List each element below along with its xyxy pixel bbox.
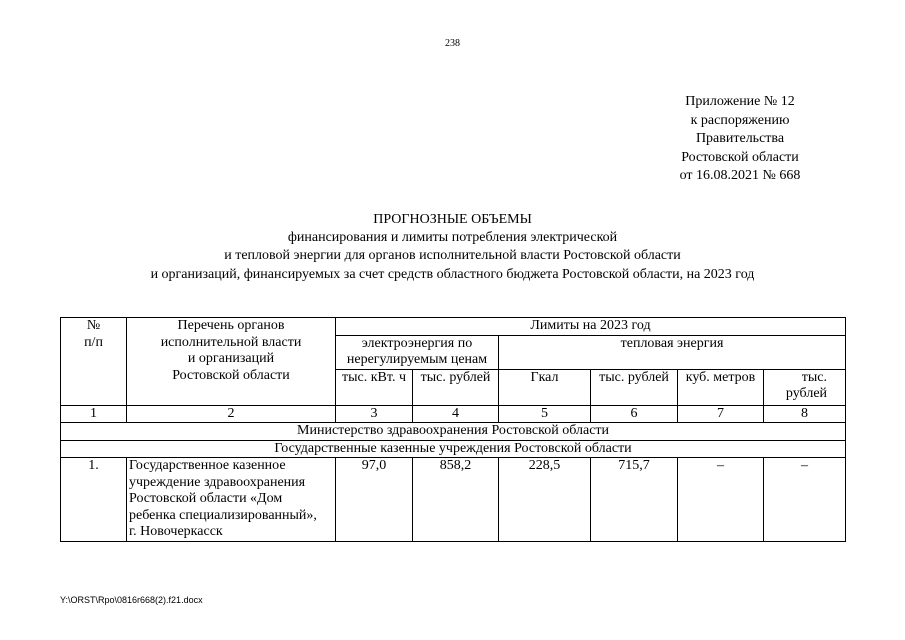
title-line: и тепловой энергии для органов исполнительной власти Ростовской области bbox=[224, 248, 681, 264]
row-number: 1. bbox=[61, 458, 127, 542]
header-list-line: и организаций bbox=[187, 351, 275, 366]
file-path-footer: Y:\ORST\Rpo\0816r668(2).f21.docx bbox=[60, 595, 203, 605]
header-num-line: № bbox=[86, 318, 101, 333]
header-num-line: п/п bbox=[84, 334, 103, 350]
page-number: 238 bbox=[445, 38, 460, 49]
value-electric-rub: 858,2 bbox=[413, 458, 499, 542]
unit-thousand-rub: тыс. рублей bbox=[764, 369, 846, 405]
header-org-list bbox=[127, 318, 336, 406]
limits-table bbox=[60, 317, 846, 542]
title-heading: ПРОГНОЗНЫЕ ОБЪЕМЫ bbox=[373, 212, 532, 227]
title-line: финансирования и лимиты потребления электрической bbox=[287, 230, 618, 246]
header-list-line: Ростовской области bbox=[172, 367, 290, 383]
title-line: и организаций, финансируемых за счет средств областного бюджета Ростовской области, на 2023 год bbox=[150, 266, 755, 282]
header-electric-line: электроэнергия по bbox=[361, 335, 473, 351]
unit-thousand-rub: тыс. рублей bbox=[591, 369, 678, 405]
institution-group-name: Государственные казенные учреждения Ростовской области bbox=[61, 440, 846, 458]
value-heat-gcal: 228,5 bbox=[499, 458, 591, 542]
organization-name-line: ребенка специализированный», bbox=[129, 507, 317, 523]
column-number: 6 bbox=[591, 405, 678, 423]
institution-group-row bbox=[61, 440, 846, 458]
column-number: 4 bbox=[413, 405, 499, 423]
ministry-name: Министерство здравоохранения Ростовской области bbox=[61, 423, 846, 441]
unit-thousand-rub: тыс. рублей bbox=[413, 369, 499, 405]
header-heat: тепловая энергия bbox=[499, 335, 846, 369]
unit-kwh: тыс. кВт. ч bbox=[336, 369, 413, 405]
appendix-line: Правительства bbox=[695, 131, 785, 146]
column-number: 3 bbox=[336, 405, 413, 423]
value-electric-kwh: 97,0 bbox=[336, 458, 413, 542]
column-numbers-row bbox=[61, 405, 846, 423]
unit-gcal: Гкал bbox=[499, 369, 591, 405]
column-number: 8 bbox=[764, 405, 846, 423]
ministry-row bbox=[61, 423, 846, 441]
unit-cubic-meters: куб. метров bbox=[678, 369, 764, 405]
organization-name-line: учреждение здравоохранения bbox=[129, 474, 306, 490]
column-number: 5 bbox=[499, 405, 591, 423]
header-row bbox=[61, 318, 846, 336]
value-water-m3: – bbox=[678, 458, 764, 542]
organization-name-line: Государственное казенное bbox=[129, 458, 286, 473]
header-electric-line: нерегулируемым ценам bbox=[346, 352, 488, 367]
value-heat-rub: 715,7 bbox=[591, 458, 678, 542]
organization-name bbox=[127, 458, 336, 542]
organization-name-line: Ростовской области «Дом bbox=[129, 491, 283, 506]
header-limits: Лимиты на 2023 год bbox=[336, 318, 846, 336]
column-number: 2 bbox=[127, 405, 336, 423]
appendix-line: Ростовской области bbox=[681, 149, 799, 165]
table-row bbox=[61, 458, 846, 542]
column-number: 7 bbox=[678, 405, 764, 423]
column-number: 1 bbox=[61, 405, 127, 423]
header-list-line: исполнительной власти bbox=[160, 334, 302, 350]
header-electric bbox=[336, 335, 499, 369]
appendix-line: к распоряжению bbox=[690, 112, 790, 128]
value-water-rub: – bbox=[764, 458, 846, 542]
header-num bbox=[61, 318, 127, 406]
organization-name-line: г. Новочеркасск bbox=[129, 524, 223, 539]
appendix-line: от 16.08.2021 № 668 bbox=[679, 168, 801, 183]
header-list-line: Перечень органов bbox=[177, 318, 285, 333]
appendix-line: Приложение № 12 bbox=[685, 94, 795, 109]
document-title bbox=[0, 211, 905, 284]
appendix-note bbox=[640, 93, 840, 186]
